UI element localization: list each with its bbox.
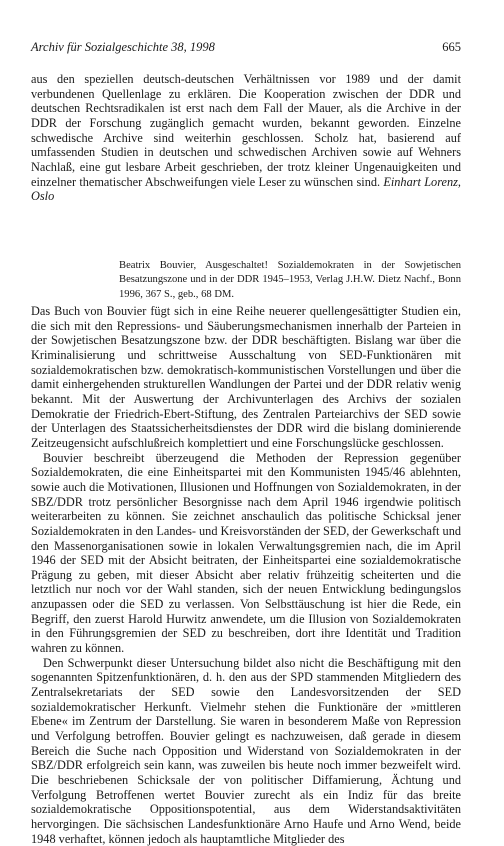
review-body	[31, 304, 461, 846]
bibliography-entry	[119, 259, 461, 302]
running-header	[31, 39, 461, 55]
body-paragraph: Das Buch von Bouvier fügt sich in eine Reihe neuerer quellengesättigter Studien ein, die sich mit den Repressions- und Säuberungsmechanismen innerhalb der Parteien in der Sowjetischen Besatzungszone bzw. der DDR beschäftigten. Bislang war über die Kriminalisierung und schrittweise Ausschaltung von SED-Funktionären mit sozialdemokratischen bzw. demokratisch-kommunistischen Vorstellungen und über die damit einhergehenden strukturellen Wandlungen der Partei und der DDR relativ wenig bekannt. Mit der Auswertung der Archivunterlagen des Archivs der sozialen Demokratie der Friedrich-Ebert-Stiftung, des Zentralen Parteiarchivs der SED sowie der Unterlagen des Staatssicherheitsdienstes der DDR wird die bislang dominierende Zeitzeugensicht aufschlußreich komplettiert und eine Forschungslücke geschlossen.	[31, 304, 461, 450]
body-paragraph: Bouvier beschreibt überzeugend die Methoden der Repression gegenüber Sozialdemokraten, die eine Einheitspartei mit den Kommunisten 1945/46 ablehnten, sowie auch die Motivationen, Illusionen und Hoffnungen von Sozialdemokraten, in der SBZ/DDR trotz persönlicher Besorgnisse nach dem April 1946 irgendwie politisch weiterarbeiten zu können. Sie zeichnet anschaulich das politische Schicksal jener Sozialdemokraten in den Landes- und Kreisvorständen der SED, der Gewerkschaft und den Massenorganisationen sowie in lokalen Verwaltungsgremien nach, die im April 1946 der SED mit der Absicht beitraten, der Einheitspartei eine sozialdemokratische Prägung zu geben, mit dieser Absicht aber relativ frühzeitig scheiterten und die letztlich nur noch vor der Wahl standen, sich der neuen Entwicklung bedingungslos anzupassen oder die SED zu verlassen. Von Selbsttäuschung ist hier die Rede, ein Begriff, den zuerst Harold Hurwitz anwendete, um die Illusion von Sozialdemokraten in den Führungsgremien der SED zu beschreiben, dort ihre Identität und Tradition wahren zu können.	[31, 450, 461, 656]
review-end-text: aus den speziellen deutsch-deutschen Verhältnissen vor 1989 und der damit verbundenen Quellenlage zu erklären. Die Kooperation zwischen der DDR und deutschen Rechtsradikalen ist erst nach dem Fall der Mauer, als die Archive in der DDR der Forschung zugänglich gemacht wurden, bekannt geworden. Einzelne schwedische Archive sind weiterhin geschlossen. Scholz hat, basierend auf umfassenden Studien in deutschen und schwedischen Archiven sowie auf Wehners Nachlaß, eine gut lesbare Arbeit geschrieben, der trotz kleiner Ungenauigkeiten und einzelner thematischer Abschweifungen viele Leser zu wünschen sind.	[31, 72, 461, 189]
journal-title: Archiv für Sozialgeschichte 38, 1998	[31, 40, 215, 54]
review-end-paragraph	[31, 72, 461, 204]
page-number: 665	[442, 40, 461, 54]
reviewer-signature: Einhart Lorenz, Oslo	[31, 174, 461, 204]
body-paragraph: Den Schwerpunkt dieser Untersuchung bildet also nicht die Beschäftigung mit den sogenannten Spitzenfunktionären, d. h. den aus der SPD stammenden Mitgliedern des Zentralsekretariats der SED sowie den Landesvorsitzenden der SED sozialdemokratischer Herkunft. Vielmehr stehen die Funktionäre der »mittleren Ebene« im Zentrum der Darstellung. Sie waren in besonderem Maße von Repression und Verfolgung betroffen. Bouvier gelingt es nachzuweisen, daß gerade in diesem Bereich die Suche nach Opposition und Widerstand von Sozialdemokraten in der SBZ/DDR erfolgreich sein kann, was zuweilen bis heute noch immer bezweifelt wird. Die beschriebenen Schicksale der von politischer Diffamierung, Ächtung und Verfolgung Betroffenen wertet Bouvier zurecht als ein Indiz für das breite sozialdemokratische Oppositionspotential, aus dem Widerstandsaktivitäten hervorgingen. Die sächsischen Landesfunktionäre Arno Haufe und Arno Wend, beide 1948 verhaftet, können jedoch als hauptamtliche Mitglieder des	[31, 655, 461, 846]
bibliography-text: Beatrix Bouvier, Ausgeschaltet! Sozialdemokraten in der Sowjetischen Besatzungszone und in der DDR 1945–1953, Verlag J.H.W. Dietz Nachf., Bonn 1996, 367 S., geb., 68 DM.	[119, 260, 461, 300]
previous-review-end	[31, 72, 461, 204]
